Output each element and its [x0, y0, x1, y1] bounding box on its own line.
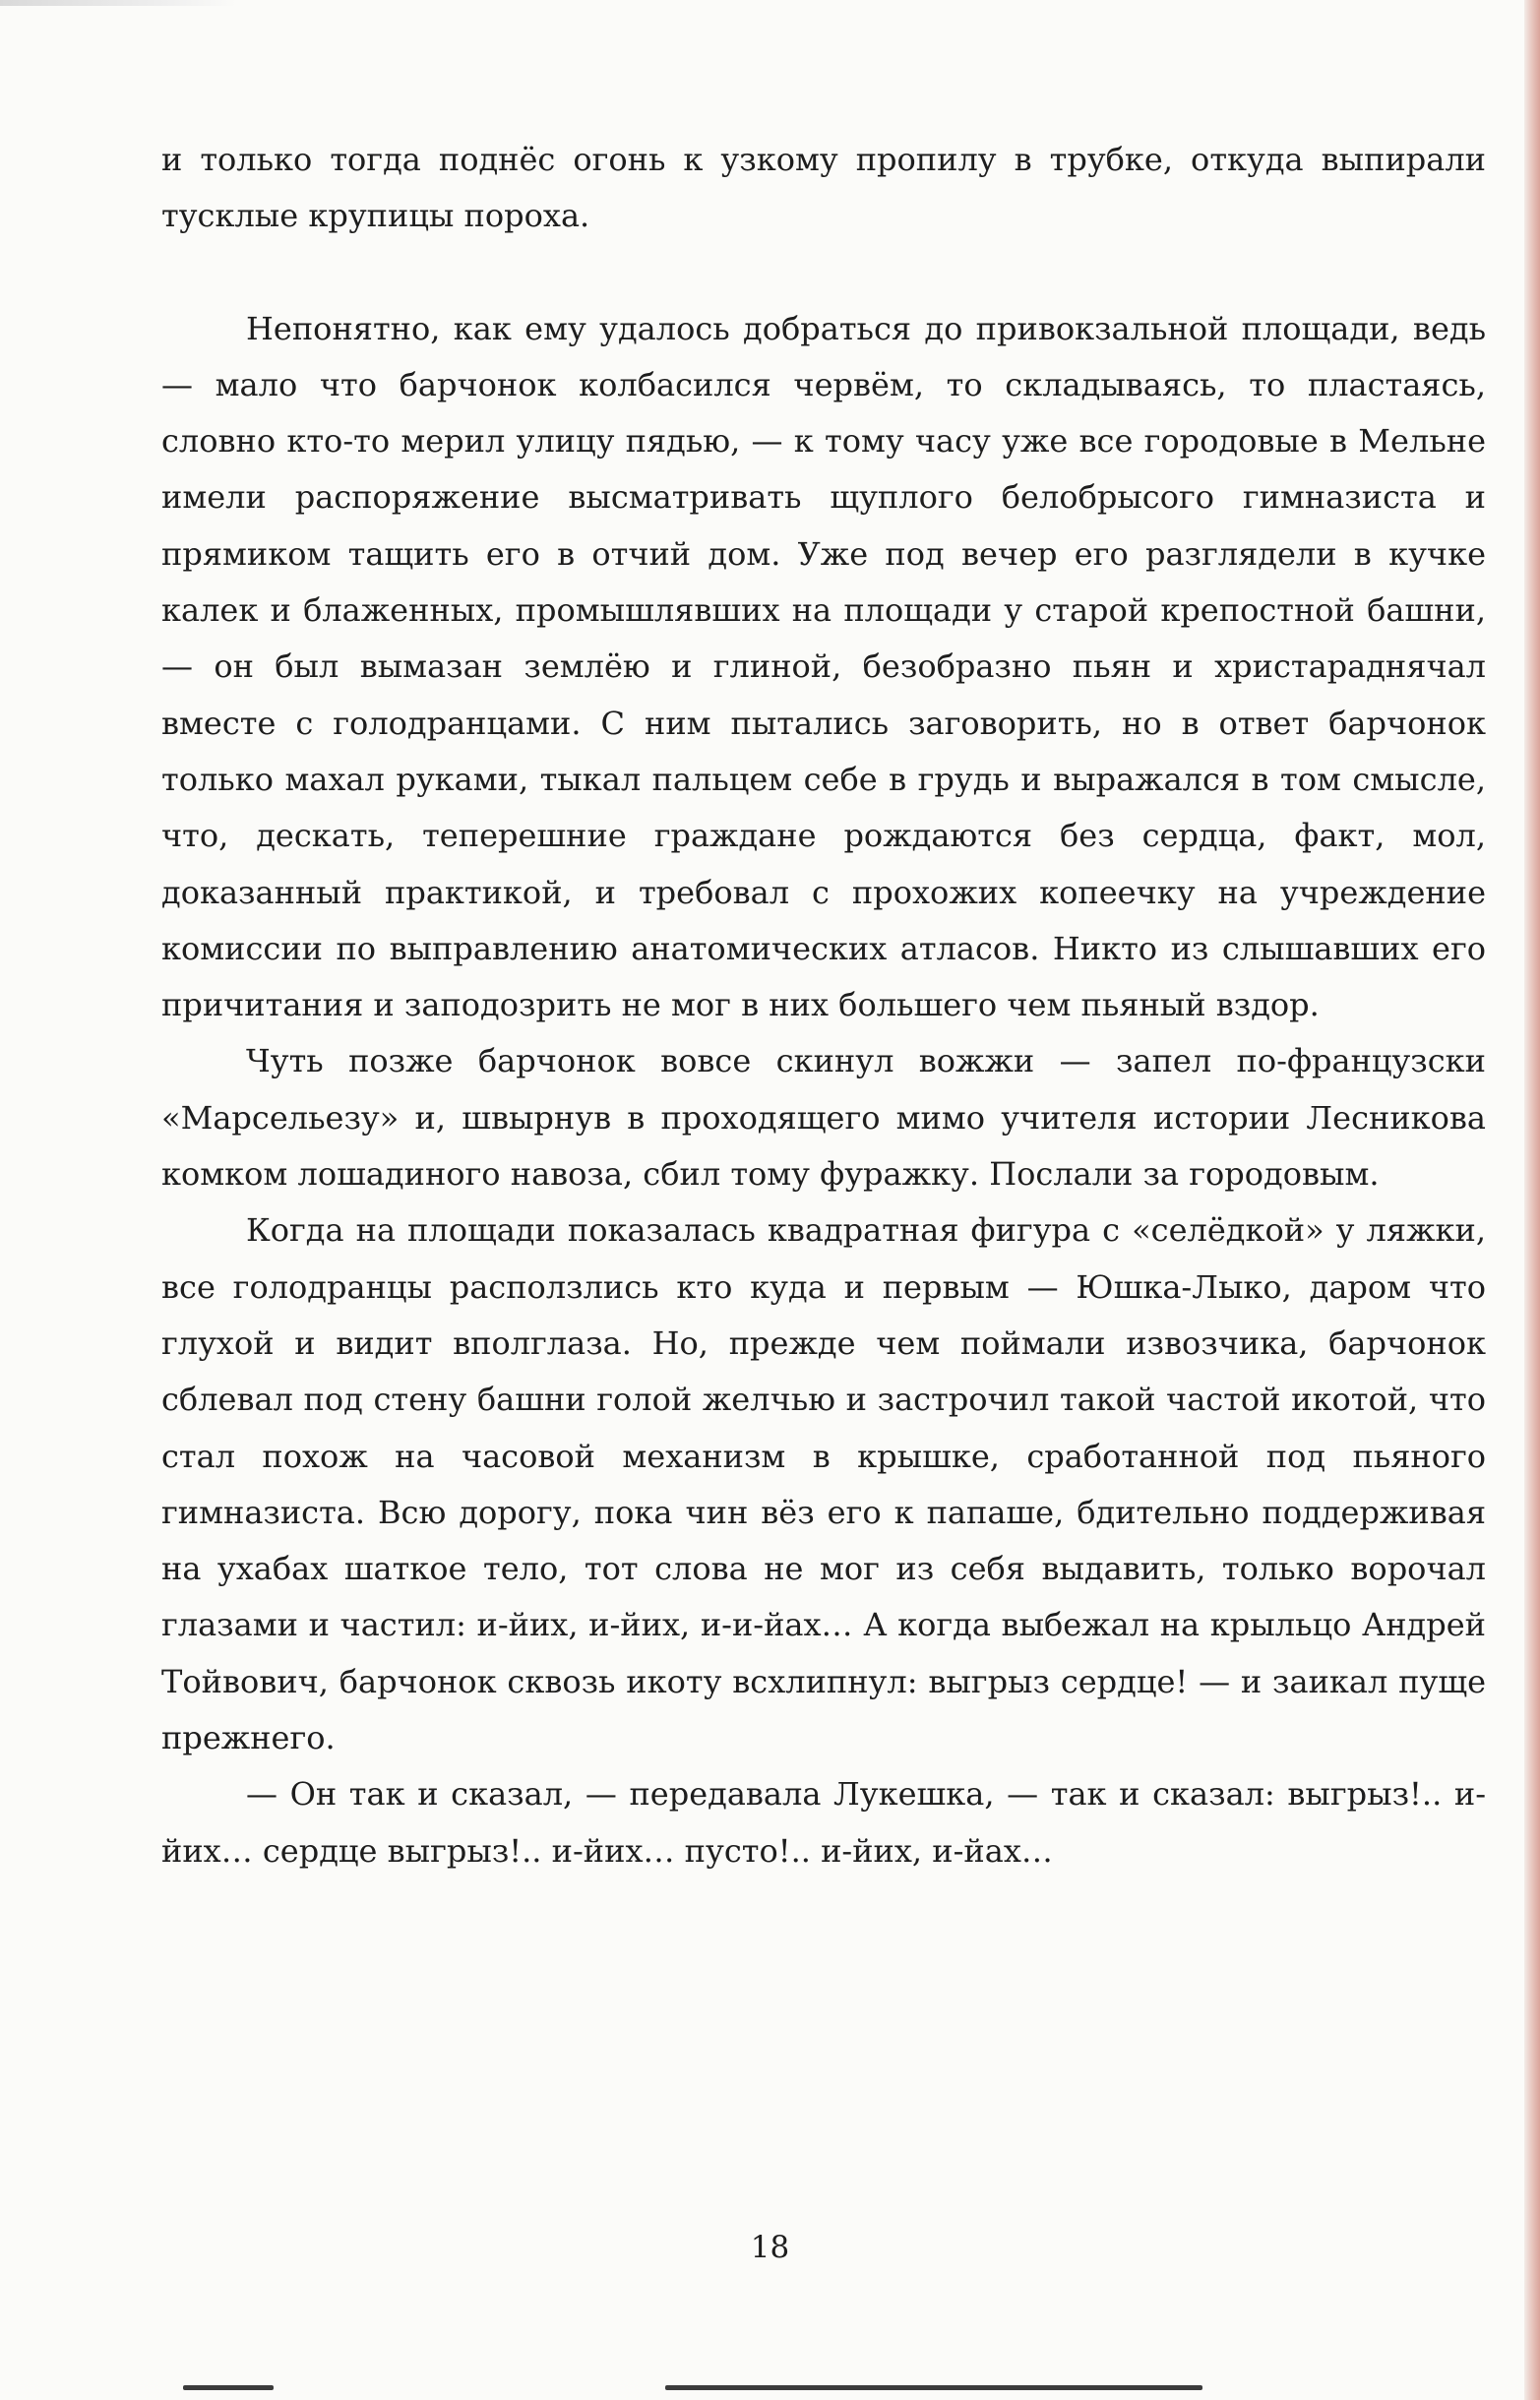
paragraph: Когда на площади показалась квадратная фигура с «селёдкой» у ляжки, все голодранцы расползлись кто куда и первым — Юшка-Лыко, даром что глухой и видит вполглаза. Но, прежде чем поймали извозчика, барчонок сблевал под стену башни голой желчью и застрочил такой частой икотой, что стал похож на часовой механизм в крышке, сработанной под пьяного гимназиста. Всю дорогу, пока чин вёз его к папаше, бдительно поддерживая на ухабах шаткое тело, тот слова не мог из себя выдавить, только ворочал глазами и частил: и-йих, и-йих, и-и-йах… А когда выбежал на крыльцо Андрей Тойвович, барчонок сквозь икоту всхлипнул: выгрыз сердце! — и заикал пуще прежнего.	[161, 1211, 1486, 1757]
paragraph: — Он так и сказал, — передавала Лукешка, — так и сказал: выгрыз!.. и-йих… сердце выгрыз!.. и-йих… пусто!.. и-йих, и-йах…	[161, 1775, 1486, 1870]
page-number: 18	[750, 2230, 790, 2265]
scan-top-edge	[0, 0, 236, 6]
scan-bottom-edge-right	[665, 2385, 1202, 2390]
body-text	[161, 132, 1486, 1879]
paragraph: Непонятно, как ему удалось добраться до привокзальной площади, ведь — мало что барчонок колбасился червём, то складываясь, то пластаясь, словно кто-то мерил улицу пядью, — к тому часу уже все городовые в Мельне имели распоряжение высматривать щуплого белобрысого гимназиста и прямиком тащить его в отчий дом. Уже под вечер его разглядели в кучке калек и блаженных, промышлявших на площади у старой крепостной башни, — он был вымазан землёю и глиной, безобразно пьян и христараднячал вместе с голодранцами. С ним пытались заговорить, но в ответ барчонок только махал руками, тыкал пальцем себе в грудь и выражался в том смысле, что, дескать, теперешние граждане рождаются без сердца, факт, мол, доказанный практикой, и требовал с прохожих копеечку на учреждение комиссии по выправлению анатомических атласов. Никто из слышавших его причитания и заподозрить не мог в них большего чем пьяный вздор.	[161, 309, 1486, 1024]
scan-bottom-edge-left	[183, 2385, 274, 2390]
page-edge-shadow	[1524, 0, 1540, 2400]
paragraph-continuation: и только тогда поднёс огонь к узкому пропилу в трубке, откуда выпирали тусклые крупицы пороха.	[161, 141, 1486, 235]
paragraph: Чуть позже барчонок вовсе скинул вожжи — запел по-французски «Марсельезу» и, швырнув в проходящего мимо учителя истории Лесникова комком лошадиного навоза, сбил тому фуражку. Послали за городовым.	[161, 1042, 1486, 1194]
